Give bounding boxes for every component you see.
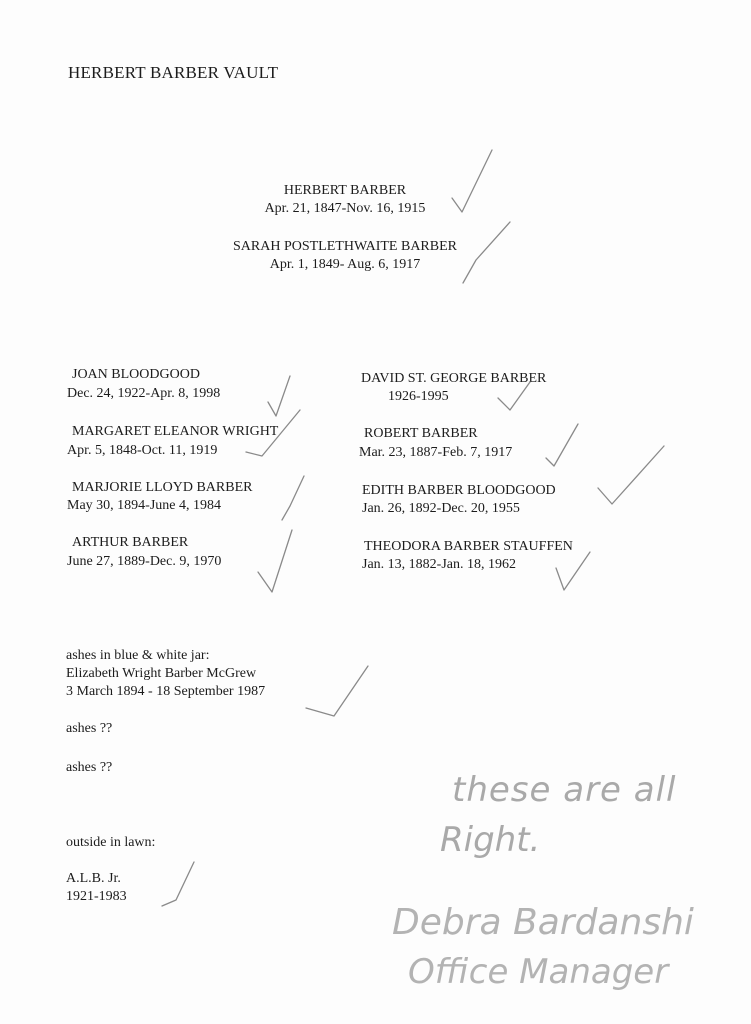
check-icon <box>556 552 590 590</box>
entry-dates-marjorie: May 30, 1894-June 4, 1984 <box>67 498 221 513</box>
check-icon <box>546 424 578 466</box>
entry-name-edith: EDITH BARBER BLOODGOOD <box>362 483 556 498</box>
entry-name-joan: JOAN BLOODGOOD <box>72 367 200 382</box>
entry-name-arthur: ARTHUR BARBER <box>72 535 189 550</box>
outside-dates: 1921-1983 <box>66 889 127 904</box>
entry-dates-robert: Mar. 23, 1887-Feb. 7, 1917 <box>359 445 513 460</box>
handwritten-note-line2: Right. <box>440 820 541 860</box>
entry-dates-david: 1926-1995 <box>388 389 449 404</box>
check-icon <box>162 862 194 906</box>
entry-name-david: DAVID ST. GEORGE BARBER <box>361 371 547 386</box>
outside-name: A.L.B. Jr. <box>66 871 121 886</box>
check-icon <box>306 666 368 716</box>
check-icon <box>268 376 290 416</box>
ashes-heading: ashes in blue & white jar: <box>66 648 210 663</box>
check-icon <box>258 530 292 592</box>
handwritten-note-line1: these are all <box>452 770 677 810</box>
entry-name-sarah: SARAH POSTLETHWAITE BARBER <box>232 239 457 254</box>
check-icon <box>598 446 664 504</box>
entry-dates-arthur: June 27, 1889-Dec. 9, 1970 <box>67 554 222 569</box>
entry-name-margaret: MARGARET ELEANOR WRIGHT <box>72 424 279 439</box>
entry-name-herbert: HERBERT BARBER <box>283 183 407 198</box>
ashes-name: Elizabeth Wright Barber McGrew <box>66 666 257 681</box>
check-icon <box>282 476 304 520</box>
outside-heading: outside in lawn: <box>66 835 156 850</box>
entry-name-marjorie: MARJORIE LLOYD BARBER <box>72 480 253 495</box>
entry-dates-herbert: Apr. 21, 1847-Nov. 16, 1915 <box>264 201 426 216</box>
entry-name-theodora: THEODORA BARBER STAUFFEN <box>364 539 573 554</box>
ashes-unknown-2: ashes ?? <box>66 760 113 775</box>
entry-dates-joan: Dec. 24, 1922-Apr. 8, 1998 <box>67 386 221 401</box>
page-title: HERBERT BARBER VAULT <box>68 63 279 82</box>
entry-dates-theodora: Jan. 13, 1882-Jan. 18, 1962 <box>362 557 516 572</box>
ashes-unknown-1: ashes ?? <box>66 721 113 736</box>
entry-dates-margaret: Apr. 5, 1848-Oct. 11, 1919 <box>67 443 218 458</box>
entry-name-robert: ROBERT BARBER <box>364 426 478 441</box>
handwritten-role: Office Manager <box>408 952 669 992</box>
ashes-dates: 3 March 1894 - 18 September 1987 <box>66 684 266 699</box>
handwritten-signature: Debra Bardanshi <box>392 902 694 943</box>
entry-dates-sarah: Apr. 1, 1849- Aug. 6, 1917 <box>269 257 421 272</box>
entry-dates-edith: Jan. 26, 1892-Dec. 20, 1955 <box>362 501 520 516</box>
